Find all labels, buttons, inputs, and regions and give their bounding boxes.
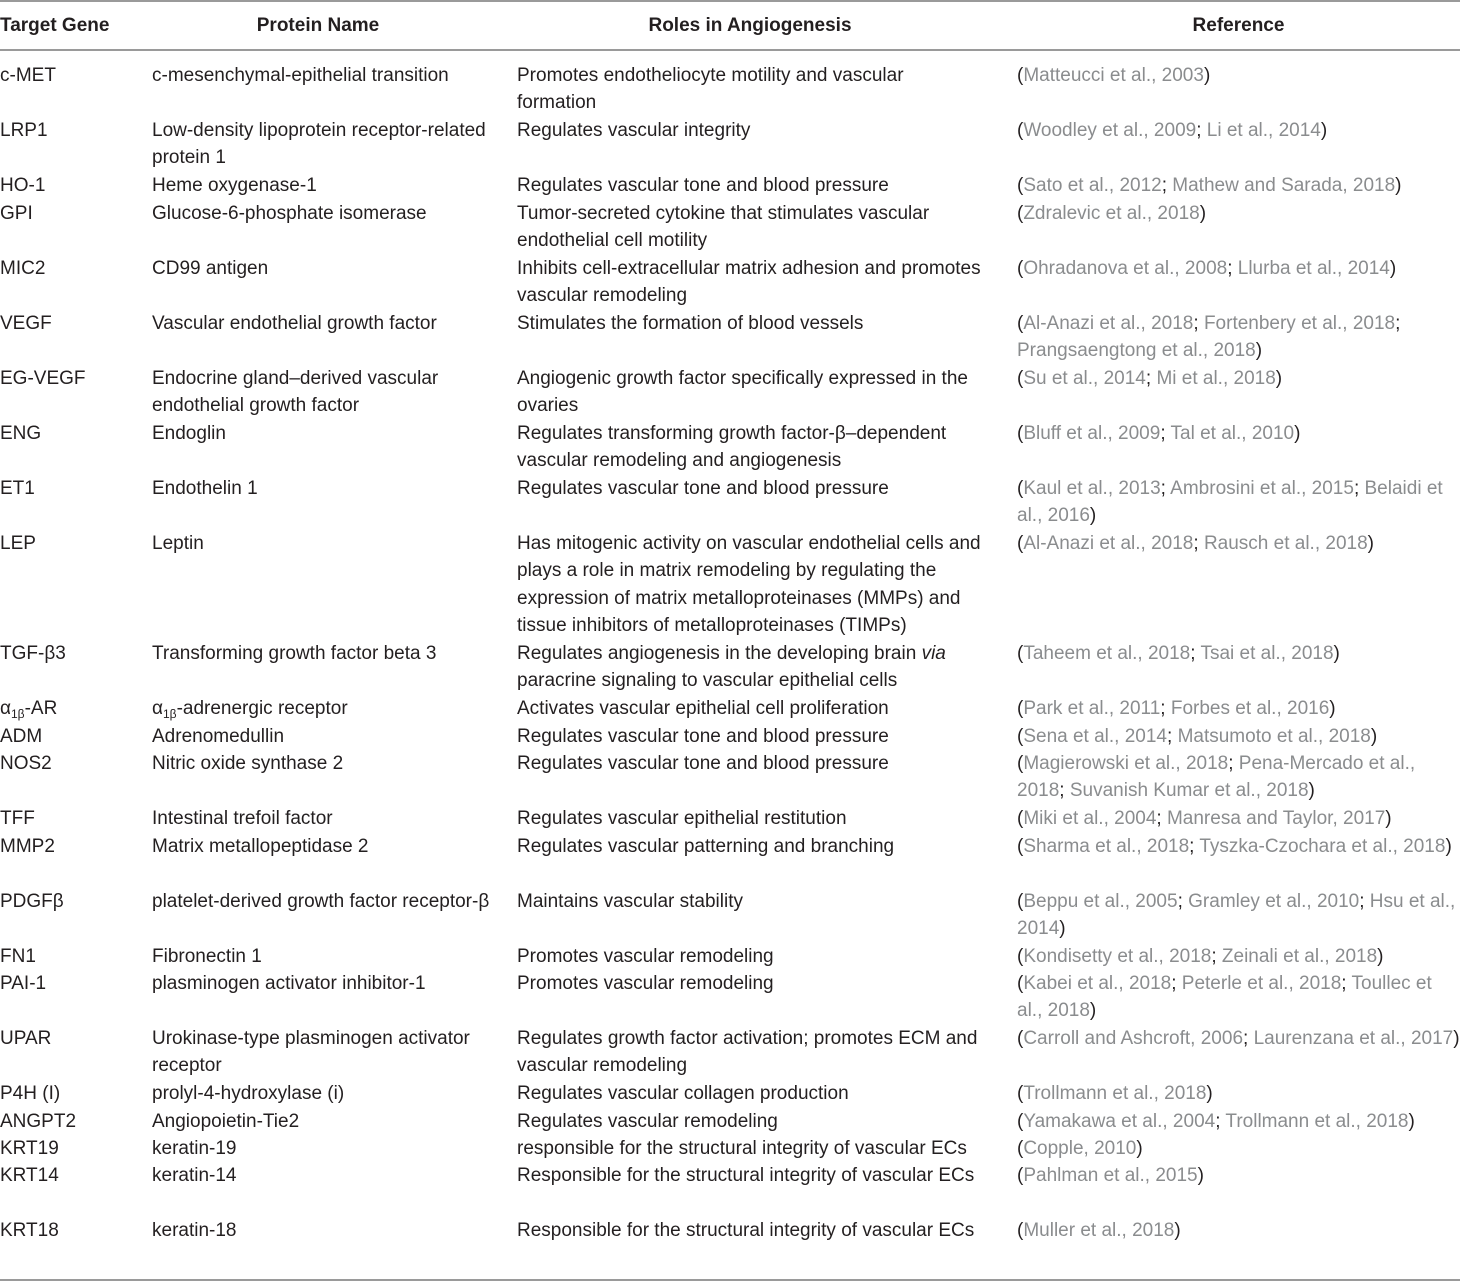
- reference-link[interactable]: Muller et al., 2018: [1023, 1220, 1175, 1241]
- target-gene-cell: KRT19: [0, 1138, 59, 1159]
- reference-cell: [1017, 1025, 1460, 1052]
- reference-link[interactable]: Yamakawa et al., 2004: [1023, 1111, 1216, 1132]
- paren-open: (: [1017, 946, 1024, 967]
- reference-link[interactable]: Park et al., 2011: [1023, 698, 1161, 719]
- reference-cell: [1017, 200, 1460, 227]
- reference-cell: [1017, 943, 1460, 970]
- paren-close: ): [1395, 175, 1402, 196]
- role-cell: Regulates vascular patterning and branching: [517, 836, 895, 857]
- symbol: α: [152, 698, 163, 719]
- protein-name-cell: Leptin: [152, 533, 204, 554]
- reference-link[interactable]: Peterle et al., 2018: [1181, 973, 1342, 994]
- paren-open: (: [1017, 423, 1024, 444]
- role-cell: Regulates vascular tone and blood pressure: [517, 753, 889, 774]
- role-cell: Regulates vascular remodeling: [517, 1111, 778, 1132]
- role-cell: Tumor-secreted cytokine that stimulates vascular endothelial cell motility: [517, 203, 930, 252]
- paren-close: ): [1367, 533, 1374, 554]
- paren-open: (: [1017, 1138, 1024, 1159]
- paren-close: ): [1308, 780, 1315, 802]
- paren-close: ): [1294, 423, 1301, 444]
- reference-link[interactable]: Zeinali et al., 2018: [1221, 946, 1378, 967]
- reference-cell: [1017, 255, 1460, 282]
- reference-cell: [1017, 1162, 1460, 1189]
- reference-link[interactable]: Miki et al., 2004: [1023, 808, 1157, 829]
- paren-close: ): [1203, 65, 1211, 86]
- role-cell: Angiogenic growth factor specifically expressed in the ovaries: [517, 368, 968, 417]
- target-gene-cell: ADM: [0, 726, 43, 747]
- role-cell: Promotes endotheliocyte motility and vascular formation: [517, 65, 904, 114]
- protein-name-cell: Glucose-6-phosphate isomerase: [152, 203, 427, 224]
- paren-close: ): [1089, 505, 1097, 527]
- target-gene-cell: HO-1: [0, 175, 46, 196]
- reference-link[interactable]: Beppu et al., 2005: [1023, 891, 1178, 912]
- paren-close: ): [1377, 946, 1384, 967]
- paren-close: ): [1199, 203, 1207, 224]
- separator: ;: [1341, 973, 1352, 994]
- reference-link[interactable]: Kondisetty et al., 2018: [1023, 946, 1212, 967]
- text: -AR: [24, 698, 58, 719]
- reference-link[interactable]: Kaul et al., 2013: [1023, 478, 1161, 499]
- role-cell: Regulates vascular tone and blood pressure: [517, 726, 889, 747]
- separator: ;: [1145, 368, 1157, 389]
- header-reference: Reference: [1192, 15, 1285, 36]
- header-roles: Roles in Angiogenesis: [648, 15, 852, 36]
- separator: ;: [1395, 313, 1401, 334]
- paren-open: (: [1017, 65, 1024, 86]
- paren-open: (: [1017, 175, 1024, 196]
- role-cell: Maintains vascular stability: [517, 891, 743, 912]
- reference-link[interactable]: Suvanish Kumar et al., 2018: [1069, 780, 1309, 802]
- reference-link[interactable]: Copple, 2010: [1023, 1138, 1137, 1159]
- reference-cell: [1017, 1108, 1460, 1135]
- reference-link[interactable]: Rausch et al., 2018: [1203, 533, 1368, 554]
- target-gene-cell: PDGFβ: [0, 891, 64, 912]
- protein-name-cell: Matrix metallopeptidase 2: [152, 836, 369, 857]
- paren-close: ): [1329, 698, 1336, 719]
- separator: ;: [1156, 808, 1167, 829]
- reference-link[interactable]: Mathew and Sarada, 2018: [1172, 175, 1396, 196]
- protein-name-cell: prolyl-4-hydroxylase (i): [152, 1083, 345, 1104]
- role-cell: Inhibits cell-extracellular matrix adhesion and promotes vascular remodeling: [517, 258, 981, 307]
- text: -adrenergic receptor: [176, 698, 348, 719]
- target-gene-cell: UPAR: [0, 1028, 52, 1049]
- reference-cell: [1017, 750, 1460, 805]
- protein-name-cell: c-mesenchymal-epithelial transition: [152, 65, 449, 86]
- paren-close: ): [1320, 120, 1328, 141]
- separator: ;: [1189, 836, 1200, 857]
- reference-link[interactable]: Manresa and Taylor, 2017: [1166, 808, 1386, 829]
- separator: ;: [1227, 258, 1238, 279]
- paren-open: (: [1017, 1028, 1024, 1049]
- target-gene-cell: KRT14: [0, 1165, 59, 1186]
- paren-open: (: [1017, 1220, 1024, 1241]
- protein-name-cell: Endoglin: [152, 423, 226, 444]
- target-gene-cell: TGF-β3: [0, 643, 66, 664]
- reference-cell: [1017, 475, 1460, 530]
- paren-open: (: [1017, 973, 1024, 994]
- reference-link[interactable]: Tyszka-Czochara et al., 2018: [1199, 836, 1446, 857]
- reference-link[interactable]: Fortenbery et al., 2018: [1203, 313, 1396, 334]
- reference-cell: [1017, 888, 1460, 943]
- target-gene-cell: FN1: [0, 946, 36, 967]
- reference-cell: [1017, 970, 1460, 1025]
- target-gene-cell: LRP1: [0, 120, 48, 141]
- paren-open: (: [1017, 1165, 1024, 1186]
- reference-cell: [1017, 695, 1460, 722]
- target-gene-cell: KRT18: [0, 1220, 59, 1241]
- separator: ;: [1171, 973, 1182, 994]
- paren-open: (: [1017, 533, 1024, 554]
- role-cell: Responsible for the structural integrity of vascular ECs: [517, 1165, 975, 1186]
- paren-close: ): [1370, 726, 1378, 747]
- reference-cell: [1017, 1135, 1460, 1162]
- reference-link[interactable]: Sena et al., 2014: [1023, 726, 1167, 747]
- protein-name-cell: Angiopoietin-Tie2: [152, 1111, 300, 1132]
- reference-link[interactable]: Pena-Mercado et al., 2018: [1017, 753, 1416, 802]
- target-gene-cell: P4H (I): [0, 1083, 61, 1104]
- role-cell: Regulates growth factor activation; promotes ECM and vascular remodeling: [517, 1028, 978, 1077]
- reference-link[interactable]: Hsu et al., 2014: [1017, 891, 1456, 940]
- paren-open: (: [1017, 726, 1024, 747]
- reference-link[interactable]: Prangsaengtong et al., 2018: [1017, 340, 1256, 362]
- target-gene-cell: c-MET: [0, 65, 56, 86]
- paren-close: ): [1408, 1111, 1415, 1132]
- target-gene-cell: PAI-1: [0, 973, 47, 994]
- table-header: [0, 0, 1460, 49]
- role-text: paracrine signaling to vascular epithelial cells: [517, 670, 898, 692]
- reference-cell: [1017, 805, 1460, 832]
- reference-link[interactable]: Magierowski et al., 2018: [1023, 753, 1229, 774]
- separator: ;: [1059, 780, 1070, 802]
- target-gene-cell: MIC2: [0, 258, 46, 279]
- target-gene-cell: EG-VEGF: [0, 368, 86, 389]
- role-cell: Promotes vascular remodeling: [517, 973, 774, 994]
- paren-open: (: [1017, 368, 1024, 389]
- protein-name-cell: CD99 antigen: [152, 258, 269, 279]
- reference-link[interactable]: Matsumoto et al., 2018: [1177, 726, 1371, 747]
- role-cell: responsible for the structural integrity of vascular ECs: [517, 1138, 967, 1159]
- header-rule: [0, 49, 1460, 51]
- target-gene-cell: TFF: [0, 808, 35, 829]
- paren-open: (: [1017, 478, 1024, 499]
- role-cell: Regulates vascular collagen production: [517, 1083, 849, 1104]
- paren-close: ): [1059, 918, 1066, 940]
- reference-link[interactable]: Woodley et al., 2009: [1023, 120, 1197, 141]
- paren-close: ): [1089, 1000, 1097, 1022]
- protein-name-cell: platelet-derived growth factor receptor-β: [152, 891, 490, 912]
- target-gene-cell: MMP2: [0, 836, 55, 857]
- reference-link[interactable]: Mi et al., 2018: [1156, 368, 1276, 389]
- separator: ;: [1243, 1028, 1254, 1049]
- paren-close: ): [1206, 1083, 1213, 1104]
- reference-link[interactable]: Zdralevic et al., 2018: [1023, 203, 1200, 224]
- paren-open: (: [1017, 120, 1024, 141]
- paren-open: (: [1017, 891, 1024, 912]
- separator: ;: [1177, 891, 1189, 912]
- reference-link[interactable]: Sato et al., 2012: [1023, 175, 1162, 196]
- reference-cell: [1017, 640, 1460, 667]
- role-cell: Regulates vascular tone and blood pressure: [517, 478, 889, 499]
- target-gene-cell: NOS2: [0, 753, 52, 774]
- separator: ;: [1167, 726, 1178, 747]
- reference-link[interactable]: Ambrosini et al., 2015: [1170, 478, 1354, 499]
- protein-name-cell: Endocrine gland–derived vascular endothelial growth factor: [152, 368, 439, 417]
- separator: ;: [1196, 120, 1207, 141]
- reference-link[interactable]: Gramley et al., 2010: [1188, 891, 1360, 912]
- protein-name-cell: Fibronectin 1: [152, 946, 262, 967]
- reference-link[interactable]: Belaidi et al., 2016: [1017, 478, 1443, 527]
- reference-link[interactable]: Pahlman et al., 2015: [1023, 1165, 1198, 1186]
- reference-link[interactable]: Trollmann et al., 2018: [1023, 1083, 1207, 1104]
- separator: ;: [1353, 478, 1365, 499]
- reference-link[interactable]: Forbes et al., 2016: [1170, 698, 1330, 719]
- role-cell: Regulates transforming growth factor-β–dependent vascular remodeling and angiogenesis: [517, 423, 947, 472]
- reference-cell: [1017, 723, 1460, 750]
- reference-cell: [1017, 62, 1460, 89]
- target-gene-cell: ET1: [0, 478, 35, 499]
- reference-link[interactable]: Toullec et al., 2018: [1017, 973, 1432, 1022]
- reference-link[interactable]: Laurenzana et al., 2017: [1253, 1028, 1454, 1049]
- target-gene-cell: ANGPT2: [0, 1111, 77, 1132]
- role-cell: Has mitogenic activity on vascular endothelial cells and plays a role in matrix remodeling by regulating the expression of matrix metalloproteinases (MMPs) and tissue inhibitors of metalloproteinases (TIMPs): [517, 533, 981, 637]
- paren-close: ): [1333, 643, 1340, 664]
- protein-name-cell: Urokinase-type plasminogen activator receptor: [152, 1028, 470, 1077]
- subscript: 1β: [162, 707, 177, 721]
- paren-close: ): [1275, 368, 1283, 389]
- header-protein-name: Protein Name: [256, 15, 380, 36]
- reference-link[interactable]: Tal et al., 2010: [1170, 423, 1295, 444]
- reference-cell: [1017, 530, 1460, 557]
- reference-cell: [1017, 310, 1460, 365]
- protein-name-cell: Adrenomedullin: [152, 726, 285, 747]
- role-cell: Responsible for the structural integrity of vascular ECs: [517, 1220, 975, 1241]
- reference-cell: [1017, 172, 1460, 199]
- separator: ;: [1193, 533, 1204, 554]
- paren-open: (: [1017, 753, 1024, 774]
- protein-name-cell: keratin-14: [152, 1165, 237, 1186]
- paren-close: ): [1197, 1165, 1204, 1186]
- paren-close: ): [1174, 1220, 1181, 1241]
- role-cell: Regulates vascular tone and blood pressure: [517, 175, 889, 196]
- paren-open: (: [1017, 836, 1024, 857]
- reference-link[interactable]: Ohradanova et al., 2008: [1023, 258, 1228, 279]
- reference-link[interactable]: Trollmann et al., 2018: [1225, 1111, 1409, 1132]
- protein-name-cell: keratin-19: [152, 1138, 237, 1159]
- protein-name-cell: Intestinal trefoil factor: [152, 808, 333, 829]
- protein-name-cell: Transforming growth factor beta 3: [152, 643, 437, 664]
- separator: ;: [1160, 478, 1171, 499]
- protein-name-cell: Endothelin 1: [152, 478, 258, 499]
- paren-close: ): [1445, 836, 1452, 857]
- reference-cell: [1017, 420, 1460, 447]
- target-gene-cell: ENG: [0, 423, 42, 444]
- paren-close: ): [1453, 1028, 1460, 1049]
- paren-open: (: [1017, 643, 1024, 664]
- protein-name-cell: plasminogen activator inhibitor-1: [152, 973, 426, 994]
- separator: ;: [1160, 698, 1171, 719]
- paren-open: (: [1017, 1083, 1024, 1104]
- role-cell: Stimulates the formation of blood vessels: [517, 313, 864, 334]
- protein-name-cell: Nitric oxide synthase 2: [152, 753, 344, 774]
- paren-close: ): [1255, 340, 1263, 362]
- protein-name-cell: Vascular endothelial growth factor: [152, 313, 437, 334]
- reference-cell: [1017, 117, 1460, 144]
- reference-link[interactable]: Sharma et al., 2018: [1023, 836, 1190, 857]
- role-italic: via: [921, 643, 946, 664]
- target-gene-cell: LEP: [0, 533, 36, 554]
- reference-link[interactable]: Llurba et al., 2014: [1237, 258, 1390, 279]
- paren-open: (: [1017, 313, 1024, 334]
- separator: ;: [1190, 643, 1201, 664]
- reference-link[interactable]: Kabei et al., 2018: [1023, 973, 1172, 994]
- paren-open: (: [1017, 203, 1024, 224]
- paren-open: (: [1017, 698, 1024, 719]
- reference-link[interactable]: Li et al., 2014: [1206, 120, 1321, 141]
- paren-close: ): [1389, 258, 1397, 279]
- separator: ;: [1215, 1111, 1226, 1132]
- role-cell: [517, 640, 987, 695]
- target-gene-cell: GPI: [0, 203, 33, 224]
- separator: ;: [1193, 313, 1204, 334]
- bottom-rule: [0, 1279, 1460, 1281]
- separator: ;: [1161, 175, 1173, 196]
- role-cell: Regulates vascular epithelial restitution: [517, 808, 847, 829]
- role-cell: Regulates vascular integrity: [517, 120, 751, 141]
- reference-cell: [1017, 1080, 1460, 1107]
- protein-name-cell: keratin-18: [152, 1220, 237, 1241]
- reference-link[interactable]: Su et al., 2014: [1023, 368, 1146, 389]
- header-target-gene: Target Gene: [0, 15, 110, 36]
- separator: ;: [1211, 946, 1222, 967]
- reference-link[interactable]: Taheem et al., 2018: [1023, 643, 1191, 664]
- paren-open: (: [1017, 808, 1024, 829]
- protein-name-cell: Heme oxygenase-1: [152, 175, 317, 196]
- paren-close: ): [1136, 1138, 1143, 1159]
- protein-name-cell: Low-density lipoprotein receptor-related protein 1: [152, 120, 486, 169]
- reference-cell: [1017, 365, 1460, 392]
- reference-link[interactable]: Carroll and Ashcroft, 2006: [1023, 1028, 1244, 1049]
- reference-link[interactable]: Matteucci et al., 2003: [1023, 65, 1204, 86]
- reference-link[interactable]: Al-Anazi et al., 2018: [1023, 313, 1194, 334]
- reference-link[interactable]: Al-Anazi et al., 2018: [1023, 533, 1194, 554]
- paren-close: ): [1385, 808, 1392, 829]
- separator: ;: [1160, 423, 1171, 444]
- separator: ;: [1359, 891, 1370, 912]
- paren-open: (: [1017, 258, 1024, 279]
- reference-link[interactable]: Tsai et al., 2018: [1200, 643, 1334, 664]
- reference-link[interactable]: Bluff et al., 2009: [1023, 423, 1161, 444]
- symbol: α: [0, 698, 11, 719]
- separator: ;: [1228, 753, 1239, 774]
- reference-cell: [1017, 833, 1460, 860]
- paren-open: (: [1017, 1111, 1024, 1132]
- role-text: Regulates angiogenesis in the developing brain: [517, 643, 922, 664]
- role-cell: Promotes vascular remodeling: [517, 946, 774, 967]
- target-gene-cell: VEGF: [0, 313, 52, 334]
- reference-cell: [1017, 1217, 1460, 1244]
- role-cell: Activates vascular epithelial cell proliferation: [517, 698, 889, 719]
- subscript: 1β: [10, 707, 25, 721]
